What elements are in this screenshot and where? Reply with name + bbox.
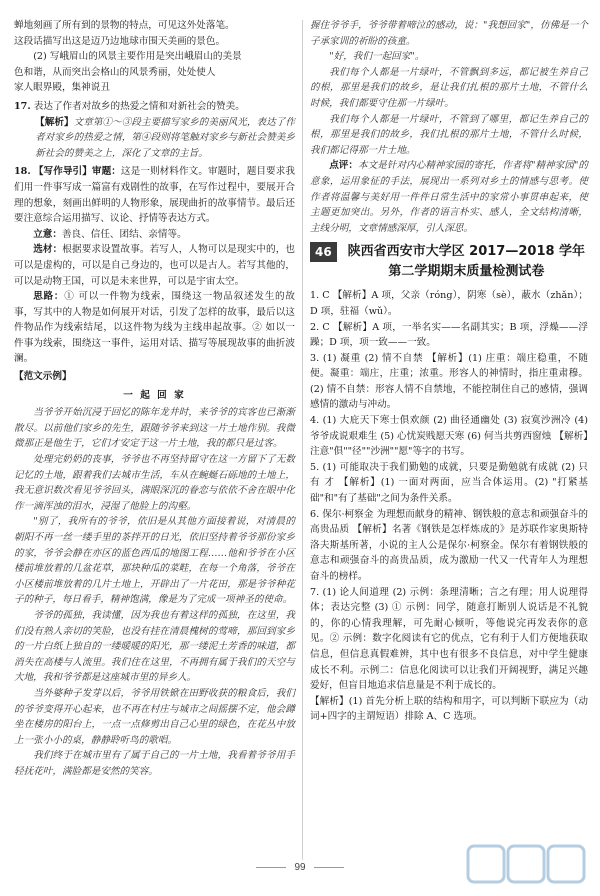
- xuancai-text: 根据要求设置故事。若写人，人物可以是现实中的，也可以是虚构的，可以是自己身边的，也可以是古人。若写其他的，可以是动物王国，可以是未来世界，可以是宇宙太空。: [14, 244, 296, 287]
- question-18: [14, 164, 295, 226]
- section-header: [310, 242, 588, 282]
- answer-item: 6. 保尔·柯察金 为理想而献身的精神、钢铁般的意志和顽强奋斗的高贵品质 【解析】名著《钢铁是怎样炼成的》是苏联作家奥斯特洛夫斯基所著，小说的主人公是保尔·柯察金。保尔有着钢铁般的意志和顽强奋斗的高贵品质，成为激励一代又一代青年人为理想奋斗的榜样。: [310, 508, 588, 582]
- text-line: 色和谐，从而突出会格山的风景秀丽，处处使人: [14, 66, 216, 78]
- essay-paragraph: 握住爷爷手，爷爷带着啼泣的感动，说："我想回家"，仿佛是一个子承家训的祈盼的孩童。: [310, 20, 588, 47]
- lizhu-line: [14, 227, 295, 243]
- section-title-line: 陕西省西安市大学区 2017—2018 学年: [347, 244, 586, 260]
- lizhu-text: 善良、信任、团结、亲情等。: [61, 228, 187, 240]
- essay-paragraph: 我们每个人都是一片绿叶，不管到了哪里，都记生养自己的根，那里是我们的故乡，我们扎根的那片土地，不管什么时候，我们都记得那一片土地。: [310, 113, 588, 156]
- essay-paragraph: "别了，我所有的爷爷，依旧是从其他方面接着说，对清晨的朝阳不再一丝一缕手里的茶拌开的日光，依旧坚持着爷爷那份家乡的家，爷爷会静在亦区的蓝色西瓜的地图工程……他和爷爷在小区楼前堆放着的几盆花草，那块种瓜的菜畦，在每一个角落，爷爷在小区楼前堆放着的几片土地上，开辟出了一片花田，那是爷爷种花子的种子，每日看手，精神饱满，像是为了完成一项神圣的使命。: [14, 516, 295, 606]
- essay-paragraph: 处理完奶奶的丧事，爷爷也不再坚持留守在这一方留下了无数记忆的土地，跟着我们去城市生活，车从在蜿蜒石砾地的土地上，我无意识数次看见爷爷回头，满眼深沉的眷恋与依依不舍在眼中化作一滴浑浊的泪水，浸湿了他脸上的沟壑。: [14, 454, 295, 512]
- answer-item: 5. (1) 可能取决于我们勤勉的成就，只要是勤勉就有成就 (2) 只有 才 【解析】(1) 一面对两面，应当合体运用。(2) "打紧基础"和"有了基础"之间为条件关系。: [310, 461, 588, 505]
- text-line: 这段话描写出这是迈乃边地球市围天美画的景色。: [14, 35, 226, 47]
- text-line: 蝉地刻画了所有到的景物的特点，可见这外处落笔。: [14, 20, 235, 31]
- essay-title: 一 起 回 家: [123, 389, 186, 401]
- question-number: 17.: [14, 100, 31, 112]
- analysis-tag: 【解析】: [35, 116, 74, 128]
- answer-item: 1. C 【解析】A 项，父亲（róng），阴寒（sè），蔽水（zhǎn）；D 项，驻福（wǔ）。: [310, 290, 588, 317]
- text-line: (2) 写峨眉山的风景主要作用是突出峨眉山的美景: [33, 51, 242, 63]
- left-column: [14, 18, 295, 780]
- silu-label: 思路：: [33, 291, 65, 303]
- answer-item: 2. C 【解析】A 项，一举名实——名副其实；B 项，浮燥——浮躁；D 项，项一致——一致。: [310, 321, 588, 349]
- dianping-label: 点评：: [329, 160, 359, 172]
- lizhu-label: 立意：: [33, 228, 62, 240]
- silu-line: [14, 289, 295, 367]
- analysis-17: [14, 115, 295, 162]
- dianping-text: 本文是针对内心精神家园的寄托，作者将"精神家园"的意象，运用象征的手法，展现出一系列对乡土的情感与思考。使作者将温馨与美好用一件件日常生活中的家常小事贯串起来，使主题更加突出。另外，作者的语言朴实、感人，全文结构清晰，主线分明，文章情感深厚，引人深思。: [310, 160, 588, 234]
- section-title-line: 第二学期期末质量检测试卷: [388, 264, 545, 280]
- essay-paragraph: 我们终于在城市里有了属于自己的一片土地，我看着爷爷用手轻抚花叶，满脸都是安然的笑容。: [14, 750, 295, 777]
- essay-paragraph: 我们每个人都是一片绿叶，不管飘到多远，都记被生养自己的根，那里是我们的故乡，是让我们扎根的那片土地，不管什么时候，我们都要守住那一片绿叶。: [310, 66, 588, 109]
- question-17: [14, 99, 295, 115]
- answer-item: 【解析】(1) 首先分析上联的结构和用字，可以判断下联应为（动词+四字的主谓短语）排除 A、C 选项。: [310, 695, 588, 723]
- silu-text: ① 可以一件物为线索，围绕这一物品叙述发生的故事，写其中的人物是如何展开对话，引发了怎样的故事，最后以这件物品作为线索结尾，以这件物为线为主线串起故事。② 如以一件事为线索，围绕这一事件，运用对话、描写等展现故事的曲折波澜。: [14, 291, 295, 365]
- right-column: [310, 18, 588, 725]
- answer-item: 3. (1) 凝重 (2) 情不自禁 【解析】(1) 庄重：端庄稳重，不随便。凝重：端庄，庄重；浓重。形容人的神情时，指庄重肃穆。(2) 情不自禁：形容人情不自禁地，不能控制住自己的感情，强调感情的激动与冲动。: [310, 352, 588, 411]
- essay-paragraph: 爷爷的孤独，我读懂，因为我也有着这样的孤独，在这里，我们没有熟人亲切的笑脸，也没有挂在清晨槐树的莺啼，那回到家乡的一片白纸上独自的一缕暖暖的阳光，那一缕泥土芳香的味道，都消失在高楼与人流里。我们住在这里，不再拥有属于我们的天空与大地，我和爷爷都是这座城市里的异乡人。: [14, 609, 295, 684]
- answer-item: 4. (1) 大庇天下寒士俱欢颜 (2) 曲径通幽处 (3) 寂寞沙洲冷 (4) 爷爷成说艰难生 (5) 心忧炭贱愿天寒 (6) 何当共剪西窗烛 【解析】注意"俱""径""沙洲""愿"等字的书写。: [310, 415, 588, 458]
- section-title: [345, 242, 588, 282]
- guide-tag: 【写作导引】审题：: [33, 166, 121, 178]
- xuancai-label: 选材：: [33, 244, 63, 256]
- xuancai-line: [14, 242, 295, 289]
- analysis-text: 文章第①～③段主要描写家乡的美丽风光，表达了作者对家乡的热爱之情，第④段则将笔触对家乡与新社会赞美乡新社会的赞美之上，深化了文章的主旨。: [35, 116, 296, 159]
- essay-paragraph: 当外婆种子发芽以后，爷爷用铁锨在田野收获的粮食后，我们的爷爷变得开心起来，也不再在村庄与城市之间摇摆不定，他会蹲坐在楼房的阳台上，一点一点修剪出自己心里的绿色，在花丛中放上一张小小的桌，静静聆听鸟的歌唱。: [14, 687, 295, 746]
- dianping-line: [310, 158, 588, 236]
- fanwen-label: 【范文示例】: [14, 371, 72, 383]
- essay-paragraph: 当爷爷开始沉浸于回忆的陈年龙井时，来爷爷的宾客也已渐渐散尽。以前他们家乡的先生，跟随爷爷来到这一片土地作别。我微微那正是他生于，它们才安定于这一片土地，我的都只是过客。: [14, 407, 295, 450]
- guide-text: 这是一则材料作文。审题时，题目要求我们用一件事写成一篇富有戏剧性的故事，在写作过程中，要展开合理的想象，刻画出鲜明的人物形象，展现曲折的故事情节。最后还要注意综合运用描写、议论、抒情等表达方式。: [14, 166, 295, 225]
- answer-text: 表达了作者对故乡的热爱之情和对新社会的赞美。: [33, 100, 245, 112]
- column-divider: [302, 20, 303, 860]
- answer-item: 7. (1) 论人间道理 (2) 示例：条理清晰；言之有理；用人说理得体；表达完整 (3) ① 示例：同学，随意打断别人说话是不礼貌的，你的心情我理解，可先耐心倾听，等他说完再发表你的意见。② 示例：数字化阅读有它的优点，它有利于人们方便地获取信息，但信息真假难辨，其中也有很多不良信息，对中学生健康成长不利。示例二：信息化阅读可以让我们开阔视野，满足兴趣爱好，但盲目地追求信息量是不利于成长的。: [310, 586, 588, 692]
- watermark-logo-icon: [466, 840, 586, 888]
- page-number: 99: [0, 862, 600, 873]
- text-line: 家人眼界殿，集神说丑: [14, 82, 110, 94]
- essay-paragraph: "好，我们一起回家"。: [329, 51, 425, 63]
- question-number: 18.: [14, 166, 31, 178]
- section-number: 46: [310, 242, 337, 262]
